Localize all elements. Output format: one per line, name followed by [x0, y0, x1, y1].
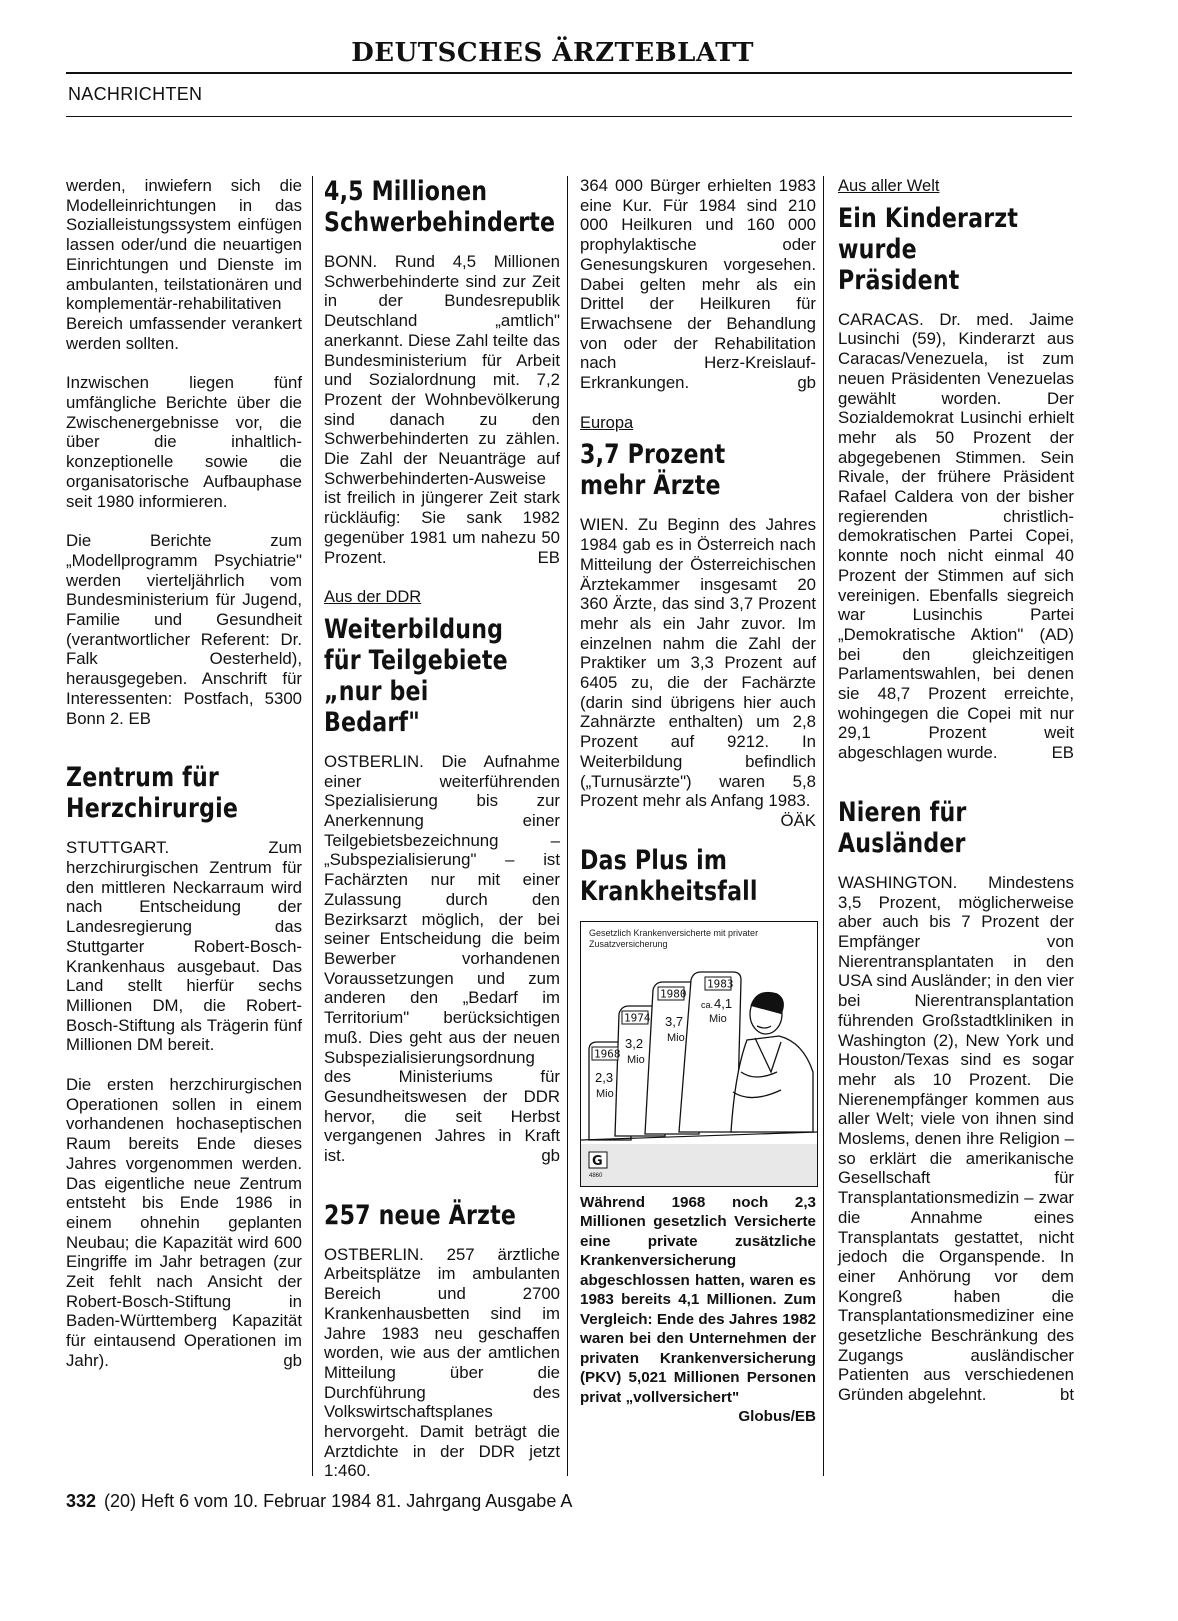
author-signature: EB	[128, 708, 151, 728]
headline-weiterbildung: Weiterbildung für Teilgebiete „nur bei Bedarf"	[324, 613, 508, 738]
headline-herzchirurgie: Zentrum für Herzchirurgie	[66, 762, 239, 825]
paragraph: werden, inwiefern sich die Modelleinrichtungen in das Sozialleistungssystem einfügen lassen oder/und die neuartigen Einrichtungen und Dienste im ambulanten, teilstationären und komplementär-rehabilitativen Bereich umfassender verankert werden sollten.	[66, 176, 302, 353]
figure-base	[581, 1144, 817, 1186]
bar-year-label: 1983	[707, 977, 734, 991]
column-2	[324, 176, 561, 1481]
paragraph	[580, 176, 816, 393]
bar-year-label: 1974	[624, 1011, 651, 1025]
paragraph: Inzwischen liegen fünf umfängliche Berichte über die Zwischenergebnisse vor, die über die inhaltlich-konzeptionelle sowie die organisatorische Aufbauphase seit 1980 informieren.	[66, 373, 302, 511]
paragraph-text: WIEN. Zu Beginn des Jahres 1984 gab es in Österreich nach Mitteilung der Österreichischen Ärztekammer insgesamt 20 360 Ärzte, das sind 3,7 Prozent mehr als ein Jahr zuvor. Im einzelnen nahm die Zahl der Praktiker um 3,3 Prozent auf 6405 zu, die der Fachärzte (darin sind übrigens hier auch Zahnärzte enthalten) um 2,8 Prozent auf 9212. In Weiterbildung befindlich („Turnusärzte") waren 5,8 Prozent mehr als Anfang 1983.	[580, 515, 816, 811]
paragraph-text: 364 000 Bürger erhielten 1983 eine Kur. Für 1984 sind 210 000 Heilkuren und 160 000 prophylaktische oder Genesungskuren vorgesehen. Dabei gelten mehr als ein Drittel der Heilkuren für Erwachsene der Behandlung von oder der Rehabilitation nach Herz-Kreislauf-Erkrankungen.	[580, 176, 816, 393]
column-divider	[567, 176, 568, 1476]
bar-value: 3,2	[625, 1035, 644, 1051]
author-signature: bt	[1060, 1385, 1074, 1405]
paragraph	[838, 873, 1074, 1405]
author-signature: gb	[283, 1350, 302, 1370]
kicker-europa: Europa	[580, 413, 634, 432]
column-divider	[312, 176, 313, 1476]
paragraph-text: Die Berichte zum „Modellprogramm Psychiatrie" werden vierteljährlich vom Bundesministerium für Jugend, Familie und Gesundheit (verantwortlicher Referent: Dr. Falk Oesterheld), herausgegeben. Anschrift für Interessenten: Postfach, 5300 Bonn 2.	[66, 531, 302, 728]
headline-plus-krankheitsfall: Das Plus im Krankheitsfall	[580, 844, 758, 907]
bar-value: 3,7	[665, 1013, 684, 1029]
infographic-illustration	[581, 922, 817, 1186]
page-number: 332	[66, 1491, 97, 1511]
paragraph-text: Die ersten herzchirurgischen Operationen sollen in einem vorhandenen hochaseptischen Raum bereits Ende dieses Jahres vorgenommen werden. Das eigentliche neue Zentrum entsteht bis Ende 1986 in einem ohnehin geplanten Neubau; die Kapazität wird 600 Eingriffe im Jahr betragen (zur Zeit fehlt nach Ansicht der Robert-Bosch-Stiftung in Baden-Württemberg Kapazität für eintausend Operationen im Jahr).	[66, 1075, 302, 1370]
headline-kinderarzt: Ein Kinderarzt wurde Präsident	[838, 202, 1019, 296]
paragraph-text: WASHINGTON. Mindestens 3,5 Prozent, möglicherweise aber auch bis 7 Prozent der Empfänger von Nierentransplantaten in den USA sind Ausländer; in den vier bei Nierentransplantation führenden Großstadtkliniken in Washington (2), New York und Houston/Texas sind es sogar mehr als 10 Prozent. Die Nierenempfänger kommen aus aller Welt; viele von ihnen sind Moslems, denen ihre Religion – so erklärt die amerikanische Gesellschaft für Transplantationsmedizin – zwar die Annahme eines Transplantats gestattet, nicht jedoch die Organspende. In einer Anhörung vor dem Kongreß haben die Transplantationsmediziner eine gesetzliche Beschränkung des Zugangs ausländischer Patienten aus verschiedenen Gründen abgelehnt.	[838, 872, 1074, 1405]
paragraph-text: OSTBERLIN. Die Aufnahme einer weiterführenden Spezialisierung bis zur Anerkennung einer Teilgebietsbezeichnung – „Subspezialisierung" – ist Fachärzten nur mit einer Zulassung durch den Bezirksarzt möglich, der bei seiner Entscheidung die beim Bewerber vorhandenen Voraussetzungen und zum anderen den „Bedarf im Territorium" berücksichtigen muß. Dies geht aus der neuen Subspezialisierungsordnung des Ministeriums für Gesundheitswesen der DDR hervor, die seit Herbst vergangenen Jahres in Kraft ist.	[324, 751, 560, 1166]
author-signature: gb	[797, 373, 816, 393]
logo-letter: G	[592, 1153, 603, 1169]
kicker-ddr: Aus der DDR	[324, 588, 422, 607]
headline-mehr-aerzte: 3,7 Prozent mehr Ärzte	[580, 439, 726, 502]
figure-title: Gesetzlich Krankenversicherte mit privater Zusatzversicherung	[589, 927, 759, 949]
kicker-aus-aller-welt: Aus aller Welt	[838, 177, 940, 195]
headline-neue-aerzte: 257 neue Ärzte	[324, 1199, 517, 1231]
paragraph	[580, 515, 816, 830]
paragraph: STUTTGART. Zum herzchirurgischen Zentrum für den mittleren Neckarraum wird nach Entscheidung der Landesregierung das Stuttgarter Robert-Bosch-Krankenhaus ausgebaut. Das Land stellt hierfür sechs Millionen DM, die Robert-Bosch-Stiftung als Trägerin fünf Millionen DM bereit.	[66, 838, 302, 1055]
masthead: DEUTSCHES ÄRZTEBLATT	[351, 38, 754, 68]
author-signature: gb	[541, 1146, 560, 1166]
paragraph	[66, 1075, 302, 1371]
paragraph	[838, 310, 1074, 763]
author-signature: ÖÄK	[780, 810, 816, 830]
bar-unit: Mio	[596, 1087, 614, 1100]
bar-year-label: 1980	[660, 987, 687, 1001]
column-4	[838, 176, 1074, 1476]
headline-schwerbehinderte: 4,5 Millionen Schwerbehinderte	[324, 176, 556, 238]
person-illustration	[731, 992, 813, 1132]
paragraph: OSTBERLIN. 257 ärztliche Arbeitsplätze im ambulanten Bereich und 2700 Krankenhausbetten sind im Jahre 1983 neu geschaffen worden, wie aus der amtlichen Mitteilung über die Durchführung des Volkswirtschaftsplanes hervorgeht. Damit beträgt die Arztdichte in der DDR jetzt 1:460.	[324, 1244, 560, 1481]
infographic-figure	[580, 921, 818, 1187]
bar-year-label: 1968	[594, 1047, 621, 1061]
paragraph-text: CARACAS. Dr. med. Jaime Lusinchi (59), Kinderarzt aus Caracas/Venezuela, ist zum neuen Präsidenten Venezuelas gewählt worden. Der Sozialdemokrat Lusinchi erhielt mehr als 50 Prozent der abgegebenen Stimmen. Sein Rivale, der frühere Präsident Rafael Caldera von der bisher regierenden christlich-demokratischen Partei Copei, konnte noch nicht einmal 40 Prozent der Stimmen auf sich vereinigen. Ebenfalls siegreich war Lusinchis Partei „Demokratische Aktion" (AD) bei den gleichzeitigen Parlamentswahlen, bei denen sie 48,7 Prozent erreichte, wohingegen die Copei mit nur 29,1 Prozent weit abgeschlagen wurde.	[838, 309, 1074, 763]
bar-unit: Mio	[627, 1053, 645, 1066]
figure-code: 4860	[589, 1172, 603, 1179]
caption-signature: Globus/EB	[738, 1408, 816, 1426]
caption-text: Während 1968 noch 2,3 Millionen gesetzlich Versicherte eine private zusätzliche Krankenversicherung abgeschlossen hatten, waren es 1983 bereits 4,1 Millionen. Zum Vergleich: Ende des Jahres 1982 waren bei den Unternehmen der privaten Krankenversicherung (PKV) 5,021 Millionen Personen privat „vollversichert"	[580, 1193, 816, 1406]
bar-unit: Mio	[667, 1031, 685, 1044]
paragraph	[324, 252, 560, 567]
masthead-rule	[66, 72, 1072, 74]
column-divider	[823, 176, 824, 1476]
section-label: NACHRICHTEN	[68, 84, 203, 104]
bar-value: 4,1	[714, 995, 733, 1011]
issue-info: (20) Heft 6 vom 10. Februar 1984 81. Jahrgang Ausgabe A	[104, 1491, 573, 1511]
bar-prefix: ca.	[701, 999, 714, 1010]
headline-nieren: Nieren für Ausländer	[838, 796, 967, 859]
column-1	[66, 176, 302, 1476]
figure-caption	[580, 1193, 816, 1426]
bar-unit: Mio	[709, 1012, 727, 1025]
bar-value: 2,3	[595, 1069, 614, 1085]
paragraph-text: BONN. Rund 4,5 Millionen Schwerbehinderte sind zur Zeit in der Bundesrepublik Deutschland „amtlich" anerkannt. Diese Zahl teilte das Bundesministerium für Arbeit und Sozialordnung mit. 7,2 Prozent der Wohnbevölkerung sind danach zu den Schwerbehinderten zu zählen. Die Zahl der Neuanträge auf Schwerbehinderten-Ausweise ist freilich in jüngerer Zeit stark rückläufig: Sie sank 1982 gegenüber 1981 um nahezu 50 Prozent.	[324, 252, 561, 567]
paragraph	[324, 752, 560, 1166]
author-signature: EB	[537, 547, 560, 567]
author-signature: EB	[1051, 743, 1074, 763]
page-footer	[66, 1491, 572, 1512]
paragraph	[66, 531, 302, 728]
column-3	[580, 176, 816, 1476]
section-rule	[66, 116, 1072, 117]
